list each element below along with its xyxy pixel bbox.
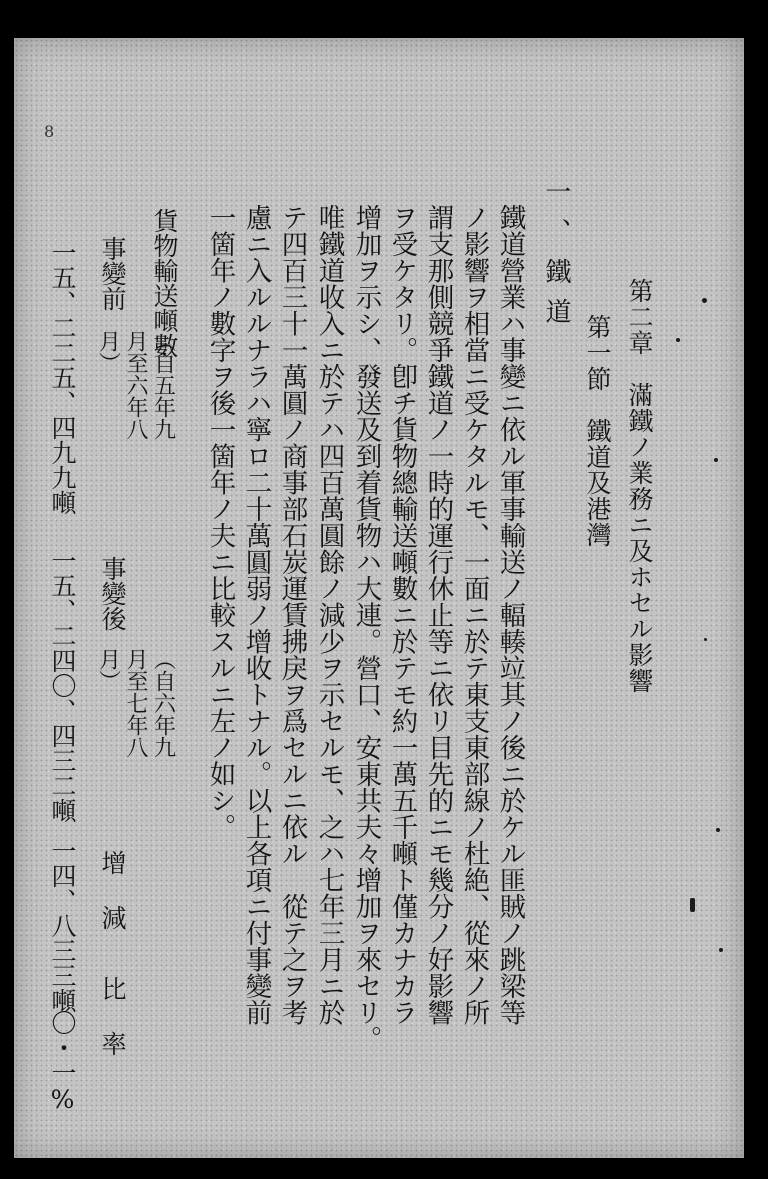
body-column: 鐵道營業ハ事變ニ依ル軍事輸送ノ輻輳竝其ノ後ニ於ケル匪賊ノ跳梁等 bbox=[494, 204, 526, 1026]
scan-speck bbox=[716, 828, 720, 832]
table-title: 貨物輸送噸數 bbox=[150, 208, 179, 358]
document-page bbox=[14, 38, 744, 1158]
body-column: 謂支那側競爭鐵道ノ一時的運行休止等ニ依リ目先的ニモ幾分ノ好影響 bbox=[422, 204, 454, 1026]
scan-speck bbox=[714, 458, 718, 462]
after-value: 一五、二四〇、四三二噸 bbox=[48, 548, 77, 823]
body-column: ヲ受ケタリ。卽チ貨物總輸送噸數ニ於テモ約一萬五千噸ト僅カナカラ bbox=[386, 204, 418, 1026]
scan-speck bbox=[676, 338, 680, 342]
body-column: 唯鐵道收入ニ於テハ四百萬圓餘ノ減少ヲ示セルモ、之ハ七年三月ニ於 bbox=[313, 204, 345, 1026]
ratio-value: 〇・一% bbox=[48, 1010, 77, 1114]
ratio-label: 比率 bbox=[98, 976, 127, 1086]
subsection-heading: 一、鐵道 bbox=[541, 178, 571, 338]
body-column: 一箇年ノ數字ヲ後一箇年ノ夫ニ比較スルニ左ノ如シ。 bbox=[204, 204, 236, 840]
scan-speck bbox=[702, 298, 707, 303]
section-title: 第一節 鐵道及港灣 bbox=[583, 314, 612, 548]
after-period: （自六年九月至七年八月） bbox=[95, 648, 176, 758]
before-label: 事變前 bbox=[98, 236, 127, 311]
change-value: 一四、八三三噸 bbox=[48, 838, 77, 1013]
scan-speck bbox=[690, 898, 695, 912]
after-label: 事變後 bbox=[98, 556, 127, 631]
scan-speck bbox=[704, 638, 707, 641]
scan-speck bbox=[719, 948, 723, 952]
body-column: テ四百三十一萬圓ノ商事部石炭運賃拂戾ヲ爲セルニ依ル 從テ之ヲ考 bbox=[276, 204, 308, 1026]
chapter-title: 第二章 滿鐵ノ業務ニ及ホセル影響 bbox=[625, 278, 654, 694]
change-label: 增減 bbox=[98, 850, 127, 960]
body-column: 慮ニ入ルルナラハ寧ロ二十萬圓弱ノ增收トナル。以上各項ニ付事變前 bbox=[240, 204, 272, 1026]
body-column: 增加ヲ示シ、發送及到着貨物ハ大連。營口、安東共夫々增加ヲ來セリ。 bbox=[350, 204, 382, 1052]
page-number: 8 bbox=[44, 122, 55, 141]
before-period: （自五年九月至六年八月） bbox=[95, 330, 176, 440]
body-column: ノ影響ヲ相當ニ受ケタルモ、一面ニ於テ東支東部線ノ杜絶、從來ノ所 bbox=[458, 204, 490, 1026]
before-value: 一五、二二五、四九九噸 bbox=[48, 240, 77, 515]
